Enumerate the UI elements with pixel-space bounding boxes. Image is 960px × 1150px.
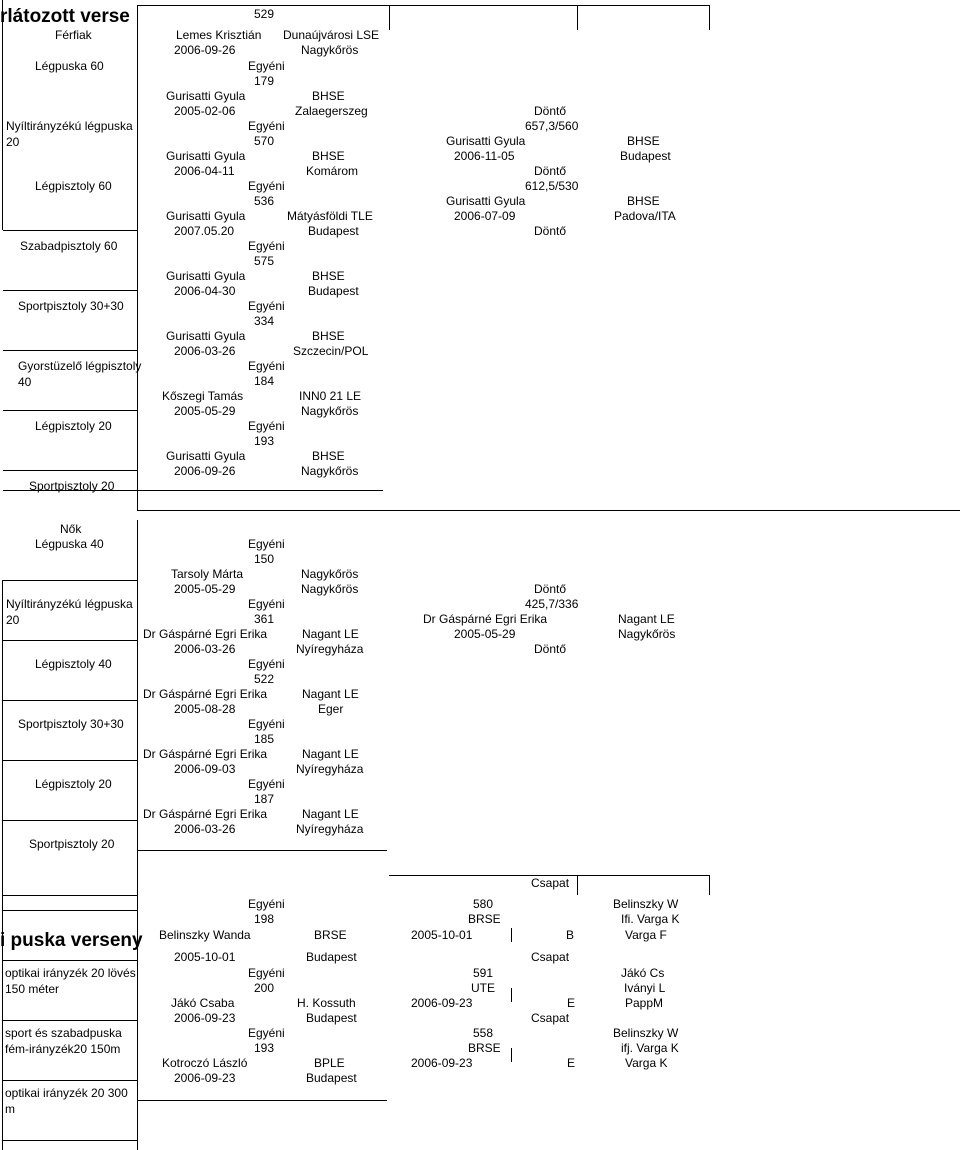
record-place: Nyíregyháza xyxy=(296,762,364,776)
record-name: Dr Gáspárné Egri Erika xyxy=(143,687,268,701)
category-label: 20 xyxy=(6,135,20,149)
record-type: Egyéni xyxy=(248,966,285,980)
record-name: Jákó Csaba xyxy=(171,996,235,1010)
row-divider xyxy=(3,960,138,961)
final-name: Gurisatti Gyula xyxy=(446,134,526,148)
row-divider xyxy=(3,640,138,641)
team-col-divider xyxy=(577,875,578,895)
record-score: 570 xyxy=(254,134,275,148)
team-member: Belinszky W xyxy=(613,897,679,911)
record-score: 193 xyxy=(254,1041,275,1055)
record-club: Nagykőrös xyxy=(301,567,359,581)
men-section-bottom xyxy=(137,510,960,511)
category-label: Légpisztoly 20 xyxy=(35,777,112,791)
record-type: Egyéni xyxy=(248,597,285,611)
record-stage: Döntő xyxy=(534,224,567,238)
category-label: m xyxy=(5,1102,15,1116)
team-header: Csapat xyxy=(531,876,570,890)
record-place: Zalaegerszeg xyxy=(295,104,368,118)
record-score: 529 xyxy=(254,7,275,21)
record-club: INN0 21 LE xyxy=(299,389,362,403)
category-label: Sportpisztoly 30+30 xyxy=(18,717,124,731)
team-member: ifj. Varga K xyxy=(621,1041,679,1055)
category-label: Légpisztoly 60 xyxy=(35,179,112,193)
category-label: optikai irányzék 20 300 xyxy=(5,1086,128,1100)
record-date: 2006-09-03 xyxy=(174,762,236,776)
row-divider xyxy=(3,760,138,761)
team-member: Varga K xyxy=(625,1056,668,1070)
final-date: 2005-05-29 xyxy=(454,627,516,641)
row-divider xyxy=(3,1020,138,1021)
final-name: Dr Gáspárné Egri Erika xyxy=(423,612,548,626)
category-label: 40 xyxy=(18,375,32,389)
team-cut: B xyxy=(566,928,575,942)
record-name: Dr Gáspárné Egri Erika xyxy=(143,627,268,641)
record-score: 184 xyxy=(254,374,275,388)
frame-left-border xyxy=(2,0,3,230)
record-score: 179 xyxy=(254,74,275,88)
team-cut: E xyxy=(567,996,576,1010)
record-name: Kotroczó László xyxy=(162,1056,248,1070)
record-type: Egyéni xyxy=(248,239,285,253)
record-name: Dr Gáspárné Egri Erika xyxy=(143,747,268,761)
top-col-divider-3 xyxy=(709,5,710,30)
row-divider xyxy=(3,410,138,411)
row-divider xyxy=(3,290,138,291)
team-club: BRSE xyxy=(468,912,501,926)
record-club: Nagant LE xyxy=(302,627,359,641)
record-date: 2006-09-23 xyxy=(174,1011,236,1025)
record-date: 2006-04-11 xyxy=(174,164,235,178)
record-date: 2006-09-26 xyxy=(174,464,236,478)
record-name: Lemes Krisztián xyxy=(176,28,262,42)
row-divider xyxy=(3,1080,138,1081)
bottom-border xyxy=(3,1140,138,1141)
team-member: PappM xyxy=(625,996,664,1010)
record-type: Egyéni xyxy=(248,657,285,671)
record-club: BHSE xyxy=(312,149,345,163)
record-place: Nagykőrös xyxy=(301,43,359,57)
record-type: Egyéni xyxy=(248,419,285,433)
row-divider xyxy=(3,470,138,471)
final-name: Gurisatti Gyula xyxy=(446,194,526,208)
record-date: 2006-09-23 xyxy=(174,1071,236,1085)
category-label: Szabadpisztoly 60 xyxy=(20,239,118,253)
category-label: Légpisztoly 20 xyxy=(35,419,112,433)
record-type: Egyéni xyxy=(248,897,285,911)
record-type: Egyéni xyxy=(248,777,285,791)
record-score: 193 xyxy=(254,434,275,448)
record-date: 2005-10-01 xyxy=(174,950,236,964)
row-divider xyxy=(3,580,138,581)
team-score: 558 xyxy=(473,1026,494,1040)
record-name: Gurisatti Gyula xyxy=(166,269,246,283)
category-label: Sportpisztoly 20 xyxy=(29,837,115,851)
final-score: 657,3/560 xyxy=(525,119,579,133)
category-label: Nyíltirányzékú légpuska xyxy=(6,597,133,611)
team-label: Csapat xyxy=(531,1011,570,1025)
record-date: 2006-03-26 xyxy=(174,344,236,358)
record-place: Nyíregyháza xyxy=(296,642,364,656)
team-member: Iványi L xyxy=(624,981,666,995)
record-name: Gurisatti Gyula xyxy=(166,209,246,223)
record-club: Nagant LE xyxy=(302,687,359,701)
label-column-divider xyxy=(137,520,138,1150)
final-club: BHSE xyxy=(627,134,660,148)
record-date: 2005-08-28 xyxy=(174,702,236,716)
label-column-divider xyxy=(137,5,138,510)
record-type: Egyéni xyxy=(248,717,285,731)
record-club: BHSE xyxy=(312,329,345,343)
record-type: Egyéni xyxy=(248,119,285,133)
category-label: 150 méter xyxy=(5,982,60,996)
record-date: 2005-05-29 xyxy=(174,582,236,596)
record-stage: Döntő xyxy=(534,642,567,656)
record-date: 2006-03-26 xyxy=(174,822,236,836)
team-label: Csapat xyxy=(531,950,570,964)
team-cell-divider xyxy=(511,928,512,942)
record-stage: Döntő xyxy=(534,104,567,118)
team-date: 2005-10-01 xyxy=(411,928,473,942)
final-date: 2006-11-05 xyxy=(454,149,515,163)
record-score: 575 xyxy=(254,254,275,268)
record-date: 2005-05-29 xyxy=(174,404,236,418)
frame-left-border xyxy=(2,580,3,1150)
record-stage: Döntő xyxy=(534,164,567,178)
record-date: 2006-03-26 xyxy=(174,642,236,656)
record-score: 334 xyxy=(254,314,275,328)
team-member: Belinszky W xyxy=(613,1026,679,1040)
row-divider xyxy=(3,230,138,231)
record-club: Nagant LE xyxy=(302,807,359,821)
record-club: BRSE xyxy=(314,928,347,942)
record-type: Egyéni xyxy=(248,59,285,73)
record-type: Egyéni xyxy=(248,179,285,193)
record-club: Dunaújvárosi LSE xyxy=(283,28,380,42)
row-divider xyxy=(137,850,387,851)
team-col-divider xyxy=(709,875,710,895)
category-label: 20 xyxy=(6,613,20,627)
record-name: Gurisatti Gyula xyxy=(166,89,246,103)
record-club: BPLE xyxy=(314,1056,345,1070)
record-club: BHSE xyxy=(312,89,345,103)
record-type: Egyéni xyxy=(248,537,285,551)
record-score: 187 xyxy=(254,792,275,806)
section-heading-top: rlátozott verse xyxy=(0,6,130,27)
top-col-divider-1 xyxy=(389,5,390,30)
team-date: 2006-09-23 xyxy=(411,1056,473,1070)
section-heading-bottom: i puska verseny xyxy=(0,930,143,951)
team-score: 580 xyxy=(473,897,494,911)
top-border xyxy=(137,5,710,6)
final-score: 425,7/336 xyxy=(525,597,579,611)
record-name: Belinszky Wanda xyxy=(159,928,251,942)
category-label: Gyorstüzelő légpisztoly xyxy=(18,359,142,373)
record-place: Budapest xyxy=(306,1011,357,1025)
record-place: Budapest xyxy=(308,224,359,238)
team-member: Varga F xyxy=(625,928,667,942)
team-member: Jákó Cs xyxy=(621,966,665,980)
final-score: 612,5/530 xyxy=(525,179,579,193)
record-place: Nagykőrös xyxy=(301,582,359,596)
top-col-divider-2 xyxy=(577,5,578,30)
category-label: Nyíltirányzékú légpuska xyxy=(6,119,133,133)
record-name: Dr Gáspárné Egri Erika xyxy=(143,807,268,821)
record-score: 185 xyxy=(254,732,275,746)
record-stage: Döntő xyxy=(534,582,567,596)
record-place: Nagykőrös xyxy=(301,464,359,478)
team-score: 591 xyxy=(473,966,494,980)
row-divider xyxy=(3,820,138,821)
record-place: Komárom xyxy=(306,164,359,178)
record-type: Egyéni xyxy=(248,1026,285,1040)
record-date: 2006-04-30 xyxy=(174,284,236,298)
record-place: Budapest xyxy=(306,1071,357,1085)
record-type: Egyéni xyxy=(248,299,285,313)
category-label: optikai irányzék 20 lövés xyxy=(5,966,136,980)
record-club: Nagant LE xyxy=(302,747,359,761)
team-club: UTE xyxy=(471,981,495,995)
group-label-men: Férfiak xyxy=(55,28,92,42)
record-club: BHSE xyxy=(312,269,345,283)
team-cut: E xyxy=(567,1056,576,1070)
row-divider xyxy=(3,350,138,351)
record-date: 2006-09-26 xyxy=(174,43,236,57)
record-place: Budapest xyxy=(308,284,359,298)
record-date: 2007.05.20 xyxy=(174,224,235,238)
group-label-women: Nők xyxy=(60,522,82,536)
record-type: Egyéni xyxy=(248,359,285,373)
record-club: Mátyásföldi TLE xyxy=(287,209,373,223)
record-name: Gurisatti Gyula xyxy=(166,329,246,343)
record-place: Eger xyxy=(318,702,344,716)
category-label: Sportpisztoly 20 xyxy=(29,479,115,493)
record-date: 2005-02-06 xyxy=(174,104,236,118)
record-place: Nagykőrös xyxy=(301,404,359,418)
women-section-bottom xyxy=(3,895,138,896)
record-club: H. Kossuth xyxy=(297,996,356,1010)
record-name: Kőszegi Tamás xyxy=(162,389,244,403)
team-cell-divider xyxy=(511,988,512,1002)
record-name: Gurisatti Gyula xyxy=(166,449,246,463)
final-club: Nagant LE xyxy=(618,612,675,626)
final-place: Padova/ITA xyxy=(614,209,676,223)
record-score: 150 xyxy=(254,552,275,566)
team-member: Ifi. Varga K xyxy=(621,912,680,926)
record-name: Gurisatti Gyula xyxy=(166,149,246,163)
record-score: 200 xyxy=(254,981,275,995)
category-label: Légpuska 40 xyxy=(35,537,104,551)
record-name: Tarsoly Márta xyxy=(171,567,244,581)
record-score: 536 xyxy=(254,194,275,208)
category-label: Légpuska 60 xyxy=(35,59,104,73)
record-score: 361 xyxy=(254,612,275,626)
row-divider xyxy=(3,700,138,701)
category-label: Sportpisztoly 30+30 xyxy=(18,299,124,313)
row-divider xyxy=(3,910,138,911)
record-score: 522 xyxy=(254,672,275,686)
record-score: 198 xyxy=(254,912,275,926)
team-date: 2006-09-23 xyxy=(411,996,473,1010)
category-label: fém-irányzék20 150m xyxy=(5,1042,121,1056)
final-place: Nagykőrös xyxy=(618,627,676,641)
team-cell-divider xyxy=(511,1048,512,1062)
final-club: BHSE xyxy=(627,194,660,208)
bottom-border xyxy=(137,1100,387,1101)
record-place: Budapest xyxy=(306,950,357,964)
category-label: sport és szabadpuska xyxy=(5,1026,122,1040)
final-date: 2006-07-09 xyxy=(454,209,516,223)
record-place: Nyíregyháza xyxy=(296,822,364,836)
category-label: Légpisztoly 40 xyxy=(35,657,112,671)
final-place: Budapest xyxy=(620,149,671,163)
record-place: Szczecin/POL xyxy=(293,344,369,358)
record-club: BHSE xyxy=(312,449,345,463)
team-club: BRSE xyxy=(468,1041,501,1055)
